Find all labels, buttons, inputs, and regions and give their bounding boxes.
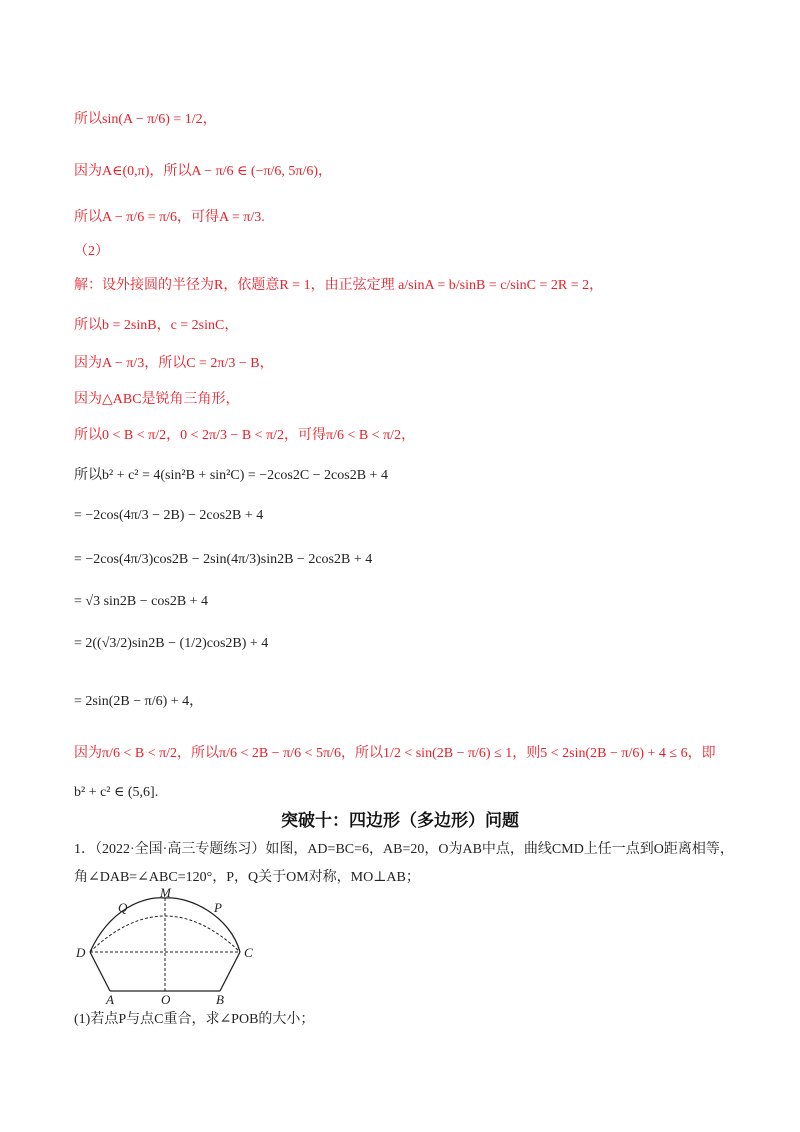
solution-line: 因为△ABC是锐角三角形， xyxy=(74,392,240,407)
solution-line: 所以0 < B < π/2，0 < 2π/3 − B < π/2，可得π/6 < B < π/2， xyxy=(74,428,416,443)
solution-line: = −2cos(4π/3 − 2B) − 2cos2B + 4 xyxy=(74,508,264,523)
solution-line: （2） xyxy=(74,244,109,259)
label-Q: Q xyxy=(118,900,128,915)
label-B: B xyxy=(216,992,224,1004)
solution-line: = √3 sin2B − cos2B + 4 xyxy=(74,594,209,609)
label-O: O xyxy=(161,992,171,1004)
problem-statement: 1．（2022·全国·高三专题练习）如图，AD=BC=6，AB=20，O为AB中点，曲线CMD上任一点到O距离相等，角∠DAB=∠ABC=120°，P，Q关于OM对称，MO⊥AB； xyxy=(74,842,734,885)
section-heading: 突破十：四边形（多边形）问题 xyxy=(281,811,519,831)
solution-line: 所以b² + c² = 4(sin²B + sin²C) = −2cos2C − 2cos2B + 4 xyxy=(74,468,388,483)
solution-line: b² + c² ∈ (5,6]. xyxy=(74,785,159,800)
label-P: P xyxy=(214,900,222,915)
solution-line: 解：设外接圆的半径为R，依题意R = 1，由正弦定理 a/sinA = b/sinB = c/sinC = 2R = 2， xyxy=(74,278,604,293)
solution-line: = 2((√3/2)sin2B − (1/2)cos2B) + 4 xyxy=(74,636,269,651)
solution-line: 所以A − π/6 = π/6，可得A = π/3. xyxy=(74,210,265,225)
solution-line: 因为π/6 < B < π/2，所以π/6 < 2B − π/6 < 5π/6，所以1/2 < sin(2B − π/6) ≤ 1，则5 < 2sin(2B − π/6) + 4 ≤ 6，即 xyxy=(74,746,716,761)
label-A: A xyxy=(106,992,114,1004)
sub-question-1: (1)若点P与点C重合，求∠POB的大小； xyxy=(74,1012,315,1027)
solution-line: = −2cos(4π/3)cos2B − 2sin(4π/3)sin2B − 2cos2B + 4 xyxy=(74,552,373,567)
solution-line: 所以sin(A − π/6) = 1/2， xyxy=(74,112,217,127)
label-M: M xyxy=(160,888,171,900)
solution-line: 所以b = 2sinB，c = 2sinC， xyxy=(74,318,239,333)
label-C: C xyxy=(244,945,253,960)
solution-line: 因为A − π/3，所以C = 2π/3 − B， xyxy=(74,356,274,371)
label-D: D xyxy=(76,945,86,960)
pentagon-figure xyxy=(70,888,260,1004)
solution-line: = 2sin(2B − π/6) + 4， xyxy=(74,694,204,709)
solution-line: 因为A∈(0,π)，所以A − π/6 ∈ (−π/6, 5π/6)， xyxy=(74,164,333,179)
